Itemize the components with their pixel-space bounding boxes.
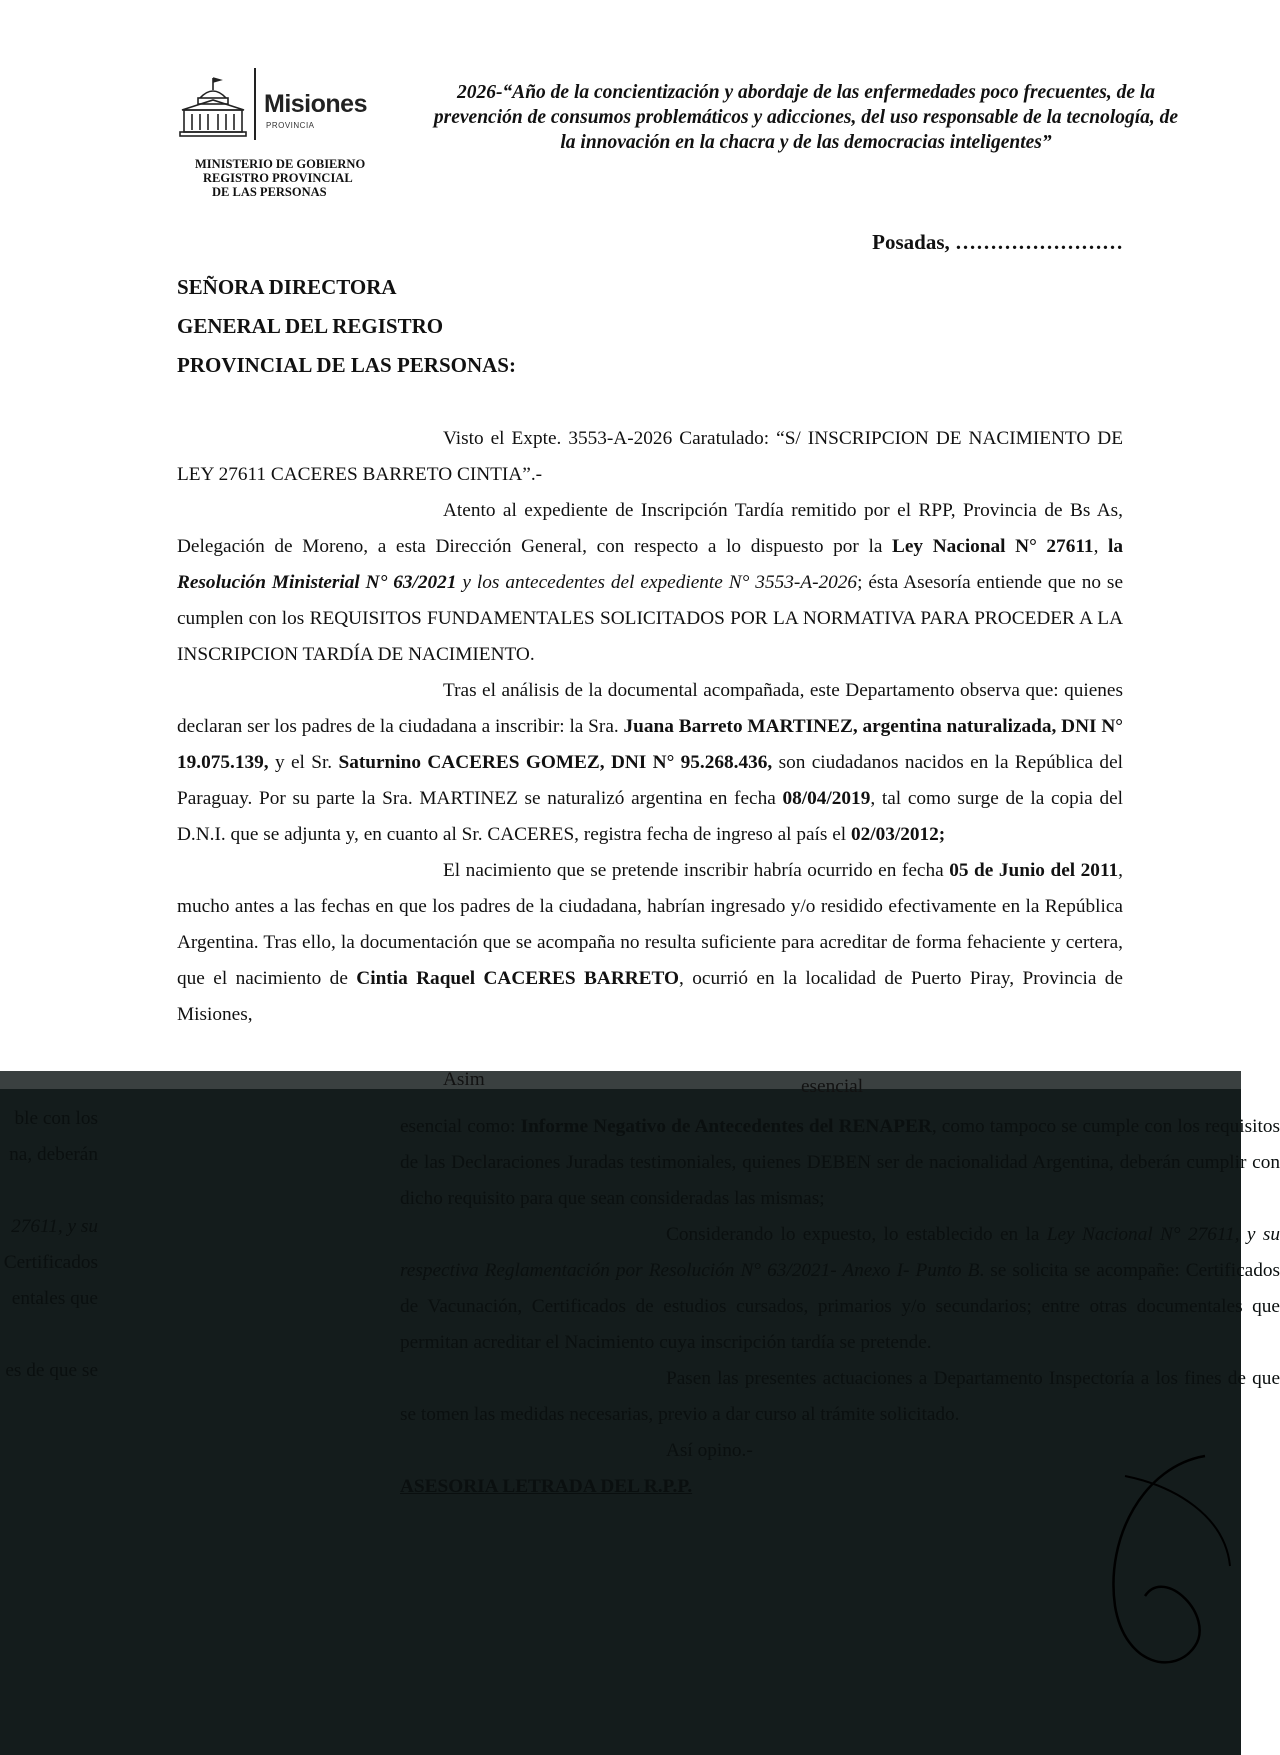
ministry-line: DE LAS PERSONAS bbox=[212, 185, 327, 199]
addressee bbox=[177, 268, 516, 385]
addressee-line: SEÑORA DIRECTORA bbox=[177, 275, 397, 299]
signature-scribble bbox=[1085, 1446, 1235, 1686]
paragraph: Visto el Expte. 3553-A-2026 Caratulado: “S/ INSCRIPCION DE NACIMIENTO DE LEY 27611 CACERES BARRETO CINTIA”.- bbox=[177, 428, 1123, 485]
dark-folded-sheet bbox=[0, 1071, 1280, 1755]
faded-left-fragments: ble con los na, deberán 27611, y su Certificados entales que es de que se bbox=[3, 1108, 98, 1381]
faded-paragraph: Así opino.- bbox=[666, 1440, 753, 1461]
year-motto: 2026-“Año de la concientización y abordaje de las enfermedades poco frecuentes, de la prevención de consumos problemáticos y adicciones, del uso responsable de la tecnología, de la innovación en la chacra y de las democracias inteligentes” bbox=[433, 82, 1179, 153]
faded-paragraph: Considerando lo expuesto, lo establecido en la Ley Nacional N° 27611, y su respectiva Reglamentación por Resolución N° 63/2021- Anexo I- Punto B. se solicita se acompañe: Certificados de Vacunación, Certificados de estudios cursados, primarios y/o secundarios; entre otras documentales que permitan acreditar el Nacimiento cuya inscripción tardía se pretende. bbox=[400, 1224, 1280, 1353]
addressee-line: GENERAL DEL REGISTRO bbox=[177, 314, 444, 338]
paragraph-fragment: esencial bbox=[801, 1076, 864, 1097]
ministry-block bbox=[178, 157, 383, 199]
logo-divider bbox=[254, 68, 256, 140]
fold-edge bbox=[0, 1071, 1241, 1089]
letter-body bbox=[177, 421, 1123, 1033]
place-date: Posadas, …………………… bbox=[872, 230, 1123, 254]
addressee-line: PROVINCIAL DE LAS PERSONAS: bbox=[177, 353, 516, 377]
logo-name: Misiones bbox=[264, 90, 367, 118]
logo-subtitle: PROVINCIA bbox=[266, 121, 315, 130]
ministry-line: REGISTRO PROVINCIAL bbox=[203, 171, 353, 185]
paragraph-start: Asim bbox=[443, 1069, 485, 1090]
ministry-line: MINISTERIO DE GOBIERNO bbox=[195, 157, 366, 171]
faded-paragraph: esencial como: Informe Negativo de Antecedentes del RENAPER, como tampoco se cumple con los requisitos de las Declaraciones Juradas testimoniales, quienes DEBEN ser de nacionalidad Argentina, deberán cumplir con dicho requisito para que sean consideradas las mismas; bbox=[400, 1116, 1280, 1209]
paragraph: Tras el análisis de la documental acompañada, este Departamento observa que: quienes declaran ser los padres de la ciudadana a inscribir: la Sra. Juana Barreto MARTINEZ, argentina naturalizada, DNI N° 19.075.139, y el Sr. Saturnino CACERES GOMEZ, DNI N° 95.268.436, son ciudadanos nacidos en la República del Paraguay. Por su parte la Sra. MARTINEZ se naturalizó argentina en fecha 08/04/2019, tal como surge de la copia del D.N.I. que se adjunta y, en cuanto al Sr. CACERES, registra fecha de ingreso al país el 02/03/2012; bbox=[177, 680, 1123, 845]
faded-paragraph: Pasen las presentes actuaciones a Departamento Inspectoría a los fines de que se tomen las medidas necesarias, previo a dar curso al trámite solicitado. bbox=[400, 1368, 1280, 1425]
signature-office: ASESORIA LETRADA DEL R.P.P. bbox=[400, 1476, 693, 1497]
paragraph: El nacimiento que se pretende inscribir habría ocurrido en fecha 05 de Junio del 2011, mucho antes a las fechas en que los padres de la ciudadana, habrían ingresado y/o residido efectivamente en la República Argentina. Tras ello, la documentación que se acompaña no resulta suficiente para acreditar de forma fehaciente y certera, que el nacimiento de Cintia Raquel CACERES BARRETO, ocurrió en la localidad de Puerto Piray, Provincia de Misiones, bbox=[177, 860, 1123, 1025]
misiones-logo bbox=[178, 68, 378, 142]
paragraph: Atento al expediente de Inscripción Tardía remitido por el RPP, Provincia de Bs As, Delegación de Moreno, a esta Dirección General, con respecto a lo dispuesto por la Ley Nacional N° 27611, la Resolución Ministerial N° 63/2021 y los antecedentes del expediente N° 3553-A-2026; ésta Asesoría entiende que no se cumplen con los REQUISITOS FUNDAMENTALES SOLICITADOS POR LA NORMATIVA PARA PROCEDER A LA INSCRIPCION TARDÍA DE NACIMIENTO. bbox=[177, 500, 1124, 665]
government-house-icon bbox=[178, 76, 248, 138]
